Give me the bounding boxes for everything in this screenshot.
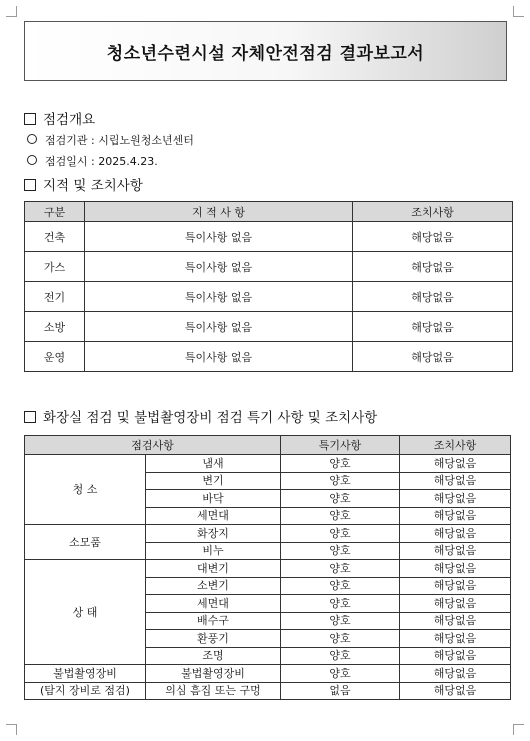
findings-item: 특이사항 없음 <box>85 282 353 312</box>
restroom-action: 해당없음 <box>400 542 511 560</box>
findings-category: 가스 <box>25 252 85 282</box>
findings-category: 소방 <box>25 312 85 342</box>
restroom-item: 대변기 <box>146 560 281 578</box>
findings-item: 특이사항 없음 <box>85 342 353 372</box>
restroom-group-subname: (탐지 장비로 점검) <box>25 682 146 700</box>
restroom-note: 양호 <box>281 542 400 560</box>
restroom-item: 소변기 <box>146 577 281 595</box>
findings-table <box>24 201 513 372</box>
table-row <box>25 455 511 473</box>
date-value: 2025.4.23. <box>98 155 158 168</box>
restroom-note: 양호 <box>281 472 400 490</box>
restroom-action: 해당없음 <box>400 577 511 595</box>
restroom-header-action: 조치사항 <box>400 436 511 455</box>
restroom-note: 양호 <box>281 507 400 525</box>
findings-item: 특이사항 없음 <box>85 312 353 342</box>
restroom-note: 없음 <box>281 682 400 700</box>
section-restroom-label: 화장실 점검 및 불법촬영장비 점검 특기 사항 및 조치사항 <box>43 410 378 426</box>
findings-action: 해당없음 <box>353 312 513 342</box>
square-bullet-icon <box>24 179 36 191</box>
findings-category: 건축 <box>25 222 85 252</box>
restroom-group-name: 청 소 <box>25 455 146 525</box>
section-findings-heading <box>24 174 143 194</box>
restroom-action: 해당없음 <box>400 665 511 683</box>
findings-action: 해당없음 <box>353 222 513 252</box>
table-row <box>25 665 511 683</box>
restroom-note: 양호 <box>281 612 400 630</box>
findings-category: 운영 <box>25 342 85 372</box>
restroom-item: 불법촬영장비 <box>146 665 281 683</box>
restroom-item: 조명 <box>146 647 281 665</box>
restroom-action: 해당없음 <box>400 682 511 700</box>
agency-value: 시립노원청소년센터 <box>98 134 194 147</box>
section-overview-heading <box>24 108 95 128</box>
restroom-item: 환풍기 <box>146 630 281 648</box>
restroom-note: 양호 <box>281 665 400 683</box>
section-findings-label: 지적 및 조치사항 <box>43 178 143 194</box>
restroom-action: 해당없음 <box>400 525 511 543</box>
restroom-action: 해당없음 <box>400 507 511 525</box>
table-row <box>25 222 513 252</box>
table-row <box>25 282 513 312</box>
corner-mark-top-right <box>513 6 524 17</box>
restroom-action: 해당없음 <box>400 647 511 665</box>
date-label: 점검일시 : <box>45 155 95 168</box>
restroom-note: 양호 <box>281 525 400 543</box>
restroom-table <box>24 435 511 700</box>
restroom-action: 해당없음 <box>400 472 511 490</box>
restroom-item: 화장지 <box>146 525 281 543</box>
restroom-group-name: 소모품 <box>25 525 146 560</box>
restroom-item: 배수구 <box>146 612 281 630</box>
restroom-note: 양호 <box>281 630 400 648</box>
findings-item: 특이사항 없음 <box>85 252 353 282</box>
section-restroom-heading <box>24 406 377 426</box>
restroom-item: 바닥 <box>146 490 281 508</box>
restroom-action: 해당없음 <box>400 595 511 613</box>
table-row <box>25 682 511 700</box>
restroom-item: 변기 <box>146 472 281 490</box>
restroom-item: 세면대 <box>146 595 281 613</box>
restroom-note: 양호 <box>281 577 400 595</box>
restroom-action: 해당없음 <box>400 560 511 578</box>
restroom-note: 양호 <box>281 647 400 665</box>
table-row <box>25 312 513 342</box>
square-bullet-icon <box>24 411 36 423</box>
restroom-header-row <box>25 436 511 455</box>
section-overview-label: 점검개요 <box>43 112 96 128</box>
square-bullet-icon <box>24 113 36 125</box>
restroom-item: 냄새 <box>146 455 281 473</box>
findings-action: 해당없음 <box>353 252 513 282</box>
findings-action: 해당없음 <box>353 342 513 372</box>
findings-header-category: 구분 <box>25 202 85 222</box>
restroom-action: 해당없음 <box>400 490 511 508</box>
restroom-item: 비누 <box>146 542 281 560</box>
restroom-item: 의심 흠집 또는 구멍 <box>146 682 281 700</box>
restroom-action: 해당없음 <box>400 612 511 630</box>
restroom-note: 양호 <box>281 560 400 578</box>
agency-label: 점검기관 : <box>45 134 95 147</box>
table-row <box>25 252 513 282</box>
circle-bullet-icon <box>27 155 37 165</box>
table-row <box>25 525 511 543</box>
findings-category: 전기 <box>25 282 85 312</box>
restroom-header-note: 특기사항 <box>281 436 400 455</box>
findings-header-row <box>25 202 513 222</box>
findings-header-items: 지 적 사 항 <box>85 202 353 222</box>
restroom-note: 양호 <box>281 490 400 508</box>
restroom-item: 세면대 <box>146 507 281 525</box>
table-row <box>25 560 511 578</box>
document-title: 청소년수련시설 자체안전점검 결과보고서 <box>24 21 507 81</box>
restroom-header-check: 점검사항 <box>25 436 281 455</box>
overview-date <box>27 153 158 169</box>
findings-header-action: 조치사항 <box>353 202 513 222</box>
restroom-action: 해당없음 <box>400 455 511 473</box>
corner-mark-top-left <box>6 6 17 17</box>
overview-agency <box>27 132 194 148</box>
circle-bullet-icon <box>27 134 37 144</box>
restroom-group-name: 불법촬영장비 <box>25 665 146 683</box>
corner-mark-bottom-left <box>6 724 17 735</box>
restroom-action: 해당없음 <box>400 630 511 648</box>
findings-action: 해당없음 <box>353 282 513 312</box>
restroom-group-name: 상 태 <box>25 560 146 665</box>
restroom-note: 양호 <box>281 455 400 473</box>
findings-item: 특이사항 없음 <box>85 222 353 252</box>
corner-mark-bottom-right <box>513 724 524 735</box>
table-row <box>25 342 513 372</box>
restroom-note: 양호 <box>281 595 400 613</box>
